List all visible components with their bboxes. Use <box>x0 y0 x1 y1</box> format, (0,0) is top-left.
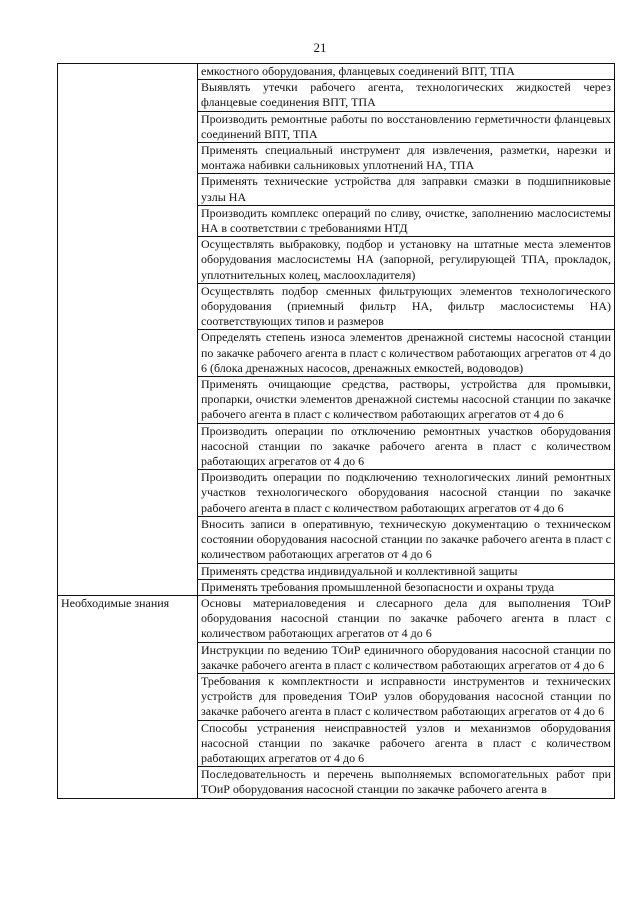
requirement-cell: Выявлять утечки рабочего агента, технологических жидкостей через фланцевые соединения ВПТ, ТПА <box>198 80 615 111</box>
requirement-cell: Применять средства индивидуальной и коллективной защиты <box>198 563 615 579</box>
requirement-cell: Вносить записи в оперативную, техническую документацию о техническом состоянии оборудования насосной станции по закачке рабочего агента в пласт с количеством работающих агрегатов от 4 до 6 <box>198 516 615 563</box>
requirement-cell: Определять степень износа элементов дренажной системы насосной станции по закачке рабочего агента в пласт с количеством работающих агрегатов от 4 до 6 (блока дренажных насосов, дренажных емкостей, водоводов) <box>198 330 615 377</box>
requirement-cell: Производить комплекс операций по сливу, очистке, заполнению маслосистемы НА в соответствии с требованиями НТД <box>198 205 615 236</box>
table-row <box>58 64 615 80</box>
page-number: 21 <box>313 40 327 55</box>
requirement-cell: Применять технические устройства для заправки смазки в подшипниковые узлы НА <box>198 174 615 205</box>
requirement-cell: Требования к комплектности и исправности инструментов и технических устройств для проведения ТОиР узлов оборудования насосной станции по закачке рабочего агента в пласт с количеством работающих агрегатов от 4 до 6 <box>198 673 615 720</box>
requirement-cell: Последовательность и перечень выполняемых вспомогательных работ при ТОиР оборудования насосной станции по закачке рабочего агента в <box>198 767 615 798</box>
requirement-cell: Производить операции по подключению технологических линий ремонтных участков технологического оборудования насосной станции по закачке рабочего агента в пласт с количеством работающих агрегатов от 4 до 6 <box>198 470 615 517</box>
section-label: Необходимые знания <box>58 595 198 798</box>
requirement-cell: Основы материаловедения и слесарного дела для выполнения ТОиР оборудования насосной станции по закачке рабочего агента в пласт с количеством работающих агрегатов от 4 до 6 <box>198 595 615 642</box>
requirement-cell: Инструкции по ведению ТОиР единичного оборудования насосной станции по закачке рабочего агента в пласт с количеством работающих агрегатов от 4 до 6 <box>198 642 615 673</box>
requirement-cell: Осуществлять подбор сменных фильтрующих элементов технологического оборудования (приемный фильтр НА, фильтр маслосистемы НА) соответствующих типов и размеров <box>198 283 615 330</box>
requirement-cell: Применять специальный инструмент для извлечения, разметки, нарезки и монтажа набивки сальниковых уплотнений НА, ТПА <box>198 143 615 174</box>
requirement-cell: Способы устранения неисправностей узлов и механизмов оборудования насосной станции по закачке рабочего агента в пласт с количеством работающих агрегатов от 4 до 6 <box>198 720 615 767</box>
requirement-cell: емкостного оборудования, фланцевых соединений ВПТ, ТПА <box>198 64 615 80</box>
requirement-cell: Производить операции по отключению ремонтных участков оборудования насосной станции по закачке рабочего агента в пласт с количеством работающих агрегатов от 4 до 6 <box>198 423 615 470</box>
requirement-cell: Применять требования промышленной безопасности и охраны труда <box>198 579 615 595</box>
competency-table <box>57 63 615 799</box>
section-label <box>58 64 198 596</box>
requirement-cell: Осуществлять выбраковку, подбор и установку на штатные места элементов оборудования маслосистемы НА (запорной, регулирующей ТПА, прокладок, уплотнительных колец, маслоохладителя) <box>198 237 615 284</box>
requirement-cell: Применять очищающие средства, растворы, устройства для промывки, пропарки, очистки элементов дренажной системы насосной станции по закачке рабочего агента в пласт с количеством работающих агрегатов от 4 до 6 <box>198 377 615 424</box>
requirement-cell: Производить ремонтные работы по восстановлению герметичности фланцевых соединений ВПТ, ТПА <box>198 111 615 142</box>
table-row <box>58 595 615 642</box>
